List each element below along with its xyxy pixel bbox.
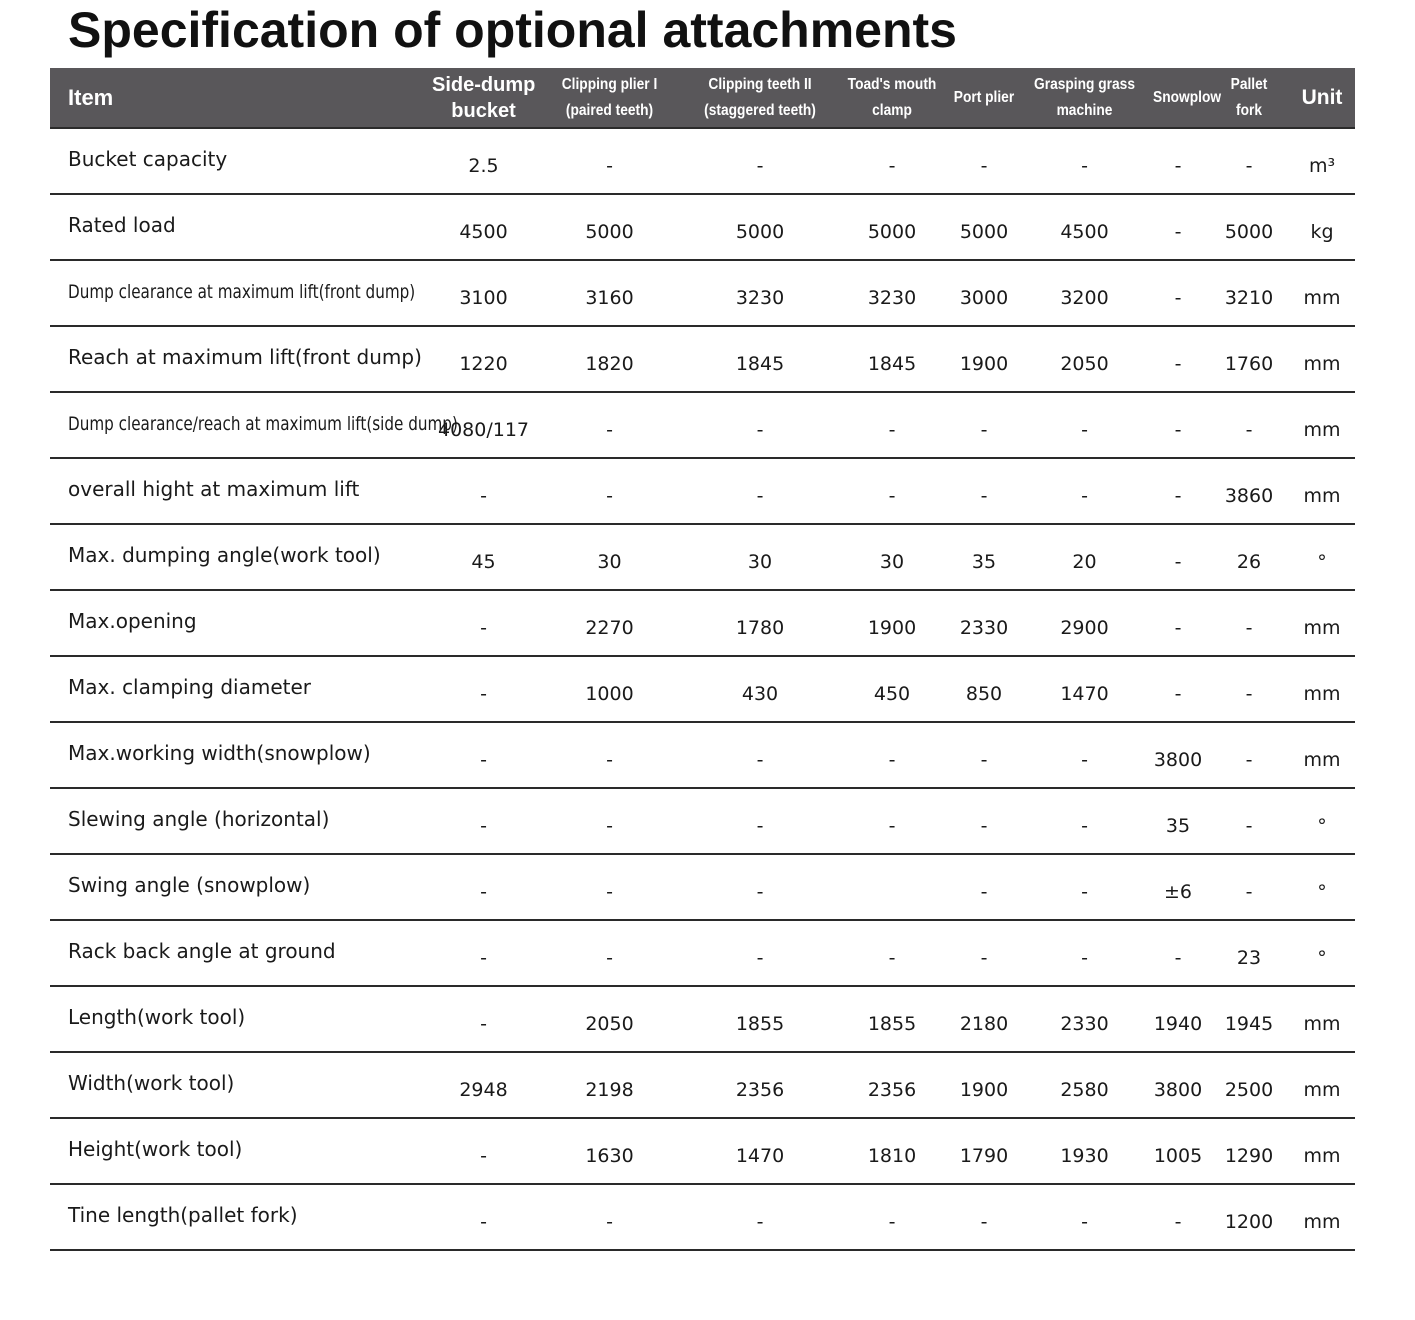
table-cell: 3230 <box>682 260 838 326</box>
table-cell: - <box>682 392 838 458</box>
table-cell: - <box>537 788 682 854</box>
row-label <box>50 326 430 392</box>
table-cell: - <box>1147 326 1209 392</box>
table-cell: 2580 <box>1022 1052 1147 1118</box>
table-cell: - <box>682 1184 838 1250</box>
table-cell: 30 <box>682 524 838 590</box>
row-label-text: Width(work tool) <box>68 1071 235 1095</box>
row-label-text: Max.working width(snowplow) <box>68 741 371 765</box>
table-cell: 850 <box>946 656 1022 722</box>
table-cell: - <box>946 392 1022 458</box>
table-cell: - <box>1022 128 1147 194</box>
row-label-text: Swing angle (snowplow) <box>68 873 311 897</box>
table-cell: 2948 <box>430 1052 537 1118</box>
table-cell: - <box>682 128 838 194</box>
header-pallet-fork <box>1209 68 1289 128</box>
table-cell: 5000 <box>1209 194 1289 260</box>
table-cell: 1000 <box>537 656 682 722</box>
row-label <box>50 656 430 722</box>
table-cell: 30 <box>537 524 682 590</box>
table-cell: - <box>946 128 1022 194</box>
table-cell: 30 <box>838 524 946 590</box>
table-cell: - <box>946 920 1022 986</box>
table-row <box>50 392 1355 458</box>
table-cell: 1820 <box>537 326 682 392</box>
table-cell: ±6 <box>1147 854 1209 920</box>
table-cell: - <box>1147 194 1209 260</box>
table-cell: 5000 <box>682 194 838 260</box>
row-label-text: Max. clamping diameter <box>68 675 311 699</box>
table-cell: 4500 <box>430 194 537 260</box>
table-cell: 450 <box>838 656 946 722</box>
table-cell: - <box>1209 788 1289 854</box>
row-label <box>50 722 430 788</box>
table-cell: - <box>1022 722 1147 788</box>
row-label-text: Tine length(pallet fork) <box>68 1203 298 1227</box>
table-cell: - <box>1209 392 1289 458</box>
table-cell: - <box>430 458 537 524</box>
table-cell: - <box>430 722 537 788</box>
table-cell: - <box>838 920 946 986</box>
table-cell: - <box>838 392 946 458</box>
unit-cell: mm <box>1289 1184 1355 1250</box>
table-cell: 1845 <box>838 326 946 392</box>
table-cell: - <box>682 920 838 986</box>
table-cell: - <box>1022 854 1147 920</box>
header-text: Snowplow <box>1153 88 1222 106</box>
table-cell: - <box>1209 854 1289 920</box>
table-cell: 3800 <box>1147 722 1209 788</box>
unit-cell: m³ <box>1289 128 1355 194</box>
unit-cell: ° <box>1289 788 1355 854</box>
table-cell: 2330 <box>946 590 1022 656</box>
table-row <box>50 854 1355 920</box>
table-cell: - <box>838 458 946 524</box>
row-label <box>50 1118 430 1184</box>
table-cell: 1470 <box>682 1118 838 1184</box>
header-text: (staggered teeth) <box>704 101 816 119</box>
table-cell: 1900 <box>946 326 1022 392</box>
table-cell: 1760 <box>1209 326 1289 392</box>
table-cell: - <box>946 458 1022 524</box>
row-label-text: Max. dumping angle(work tool) <box>68 543 381 567</box>
table-cell: 2356 <box>838 1052 946 1118</box>
table-cell: 35 <box>946 524 1022 590</box>
table-cell: 430 <box>682 656 838 722</box>
table-cell: 3230 <box>838 260 946 326</box>
header-text: Pallet <box>1230 75 1268 93</box>
unit-cell: mm <box>1289 260 1355 326</box>
table-cell: - <box>1209 656 1289 722</box>
row-label-text: Slewing angle (horizontal) <box>68 807 330 831</box>
header-text: Unit <box>1301 85 1343 109</box>
table-cell: - <box>1022 392 1147 458</box>
table-cell: - <box>838 128 946 194</box>
table-cell: 1945 <box>1209 986 1289 1052</box>
row-label <box>50 1184 430 1250</box>
header-unit <box>1289 68 1355 128</box>
table-row <box>50 788 1355 854</box>
row-label-text: Length(work tool) <box>68 1005 246 1029</box>
table-row <box>50 722 1355 788</box>
table-cell: - <box>1022 920 1147 986</box>
table-cell: 23 <box>1209 920 1289 986</box>
table-cell: - <box>430 656 537 722</box>
table-cell: 2330 <box>1022 986 1147 1052</box>
table-row <box>50 590 1355 656</box>
row-label-text: Dump clearance at maximum lift(front dump) <box>68 281 416 303</box>
table-cell: 1630 <box>537 1118 682 1184</box>
row-label <box>50 260 430 326</box>
table-cell: 4080/117 <box>430 392 537 458</box>
table-cell: - <box>1147 128 1209 194</box>
unit-cell: ° <box>1289 920 1355 986</box>
row-label <box>50 1052 430 1118</box>
table-cell: 1780 <box>682 590 838 656</box>
table-cell: 20 <box>1022 524 1147 590</box>
table-row <box>50 194 1355 260</box>
table-cell: 5000 <box>838 194 946 260</box>
header-text: Item <box>68 84 114 110</box>
table-cell: - <box>682 788 838 854</box>
table-cell: - <box>537 128 682 194</box>
table-cell: 2050 <box>1022 326 1147 392</box>
table-cell: 1855 <box>682 986 838 1052</box>
table-cell: - <box>430 590 537 656</box>
unit-cell: ° <box>1289 524 1355 590</box>
header-text: Side-dump <box>432 73 536 96</box>
table-cell: - <box>430 788 537 854</box>
header-text: bucket <box>451 99 516 122</box>
table-cell: - <box>1147 524 1209 590</box>
table-cell: 2198 <box>537 1052 682 1118</box>
table-cell: - <box>682 854 838 920</box>
table-cell: - <box>1022 458 1147 524</box>
table-cell: 1810 <box>838 1118 946 1184</box>
table-cell: 1845 <box>682 326 838 392</box>
table-cell: - <box>946 788 1022 854</box>
header-row <box>50 68 1355 128</box>
table-cell: 1940 <box>1147 986 1209 1052</box>
unit-cell: mm <box>1289 326 1355 392</box>
table-cell: - <box>1147 260 1209 326</box>
header-grasping-grass-machine <box>1022 68 1147 128</box>
header-clipping-plier-1 <box>537 68 682 128</box>
table-cell: 1220 <box>430 326 537 392</box>
table-cell: - <box>430 986 537 1052</box>
table-cell: 2050 <box>537 986 682 1052</box>
table-cell: - <box>430 920 537 986</box>
row-label <box>50 194 430 260</box>
header-text: Port plier <box>953 88 1015 106</box>
row-label-text: Rack back angle at ground <box>68 939 336 963</box>
table-cell: - <box>1147 1184 1209 1250</box>
table-row <box>50 458 1355 524</box>
row-label-text: Dump clearance/reach at maximum lift(side dump) <box>68 413 458 435</box>
table-row <box>50 986 1355 1052</box>
header-port-plier <box>946 68 1022 128</box>
table-cell: 2500 <box>1209 1052 1289 1118</box>
table-cell: - <box>838 1184 946 1250</box>
header-text: machine <box>1056 101 1113 119</box>
header-item <box>50 68 430 128</box>
row-label-text: overall hight at maximum lift <box>68 477 360 501</box>
table-cell: 45 <box>430 524 537 590</box>
table-cell: - <box>1209 128 1289 194</box>
row-label <box>50 920 430 986</box>
row-label <box>50 128 430 194</box>
unit-cell: mm <box>1289 458 1355 524</box>
table-cell: 3210 <box>1209 260 1289 326</box>
table-cell: 3800 <box>1147 1052 1209 1118</box>
header-text: fork <box>1235 101 1262 119</box>
row-label-text: Bucket capacity <box>68 147 228 171</box>
table-row <box>50 1118 1355 1184</box>
row-label-text: Max.opening <box>68 609 197 633</box>
table-row <box>50 1184 1355 1250</box>
table-cell: 2356 <box>682 1052 838 1118</box>
table-cell: - <box>1209 590 1289 656</box>
table-cell: 3100 <box>430 260 537 326</box>
unit-cell: mm <box>1289 1052 1355 1118</box>
table-row <box>50 656 1355 722</box>
header-text: clamp <box>872 101 912 119</box>
table-cell: 2180 <box>946 986 1022 1052</box>
header-toads-mouth-clamp <box>838 68 946 128</box>
table-row <box>50 128 1355 194</box>
table-row <box>50 1052 1355 1118</box>
table-cell: 35 <box>1147 788 1209 854</box>
table-cell: 2.5 <box>430 128 537 194</box>
table-cell: - <box>1147 458 1209 524</box>
header-text: Clipping plier I <box>561 75 658 93</box>
row-label <box>50 524 430 590</box>
row-label <box>50 854 430 920</box>
unit-cell: mm <box>1289 392 1355 458</box>
table-cell: 1005 <box>1147 1118 1209 1184</box>
table-cell: 3160 <box>537 260 682 326</box>
table-row <box>50 326 1355 392</box>
table-row <box>50 524 1355 590</box>
header-text: Grasping grass <box>1034 75 1135 93</box>
unit-cell: mm <box>1289 1118 1355 1184</box>
unit-cell: kg <box>1289 194 1355 260</box>
table-cell: 4500 <box>1022 194 1147 260</box>
table-cell: 26 <box>1209 524 1289 590</box>
table-cell: - <box>1147 920 1209 986</box>
table-cell: - <box>537 1184 682 1250</box>
table-cell: 3000 <box>946 260 1022 326</box>
table-cell: - <box>430 1184 537 1250</box>
table-cell: 1290 <box>1209 1118 1289 1184</box>
table-cell: 5000 <box>537 194 682 260</box>
row-label <box>50 788 430 854</box>
table-cell: - <box>946 1184 1022 1250</box>
unit-cell: mm <box>1289 590 1355 656</box>
header-clipping-teeth-2 <box>682 68 838 128</box>
table-body <box>50 128 1355 1250</box>
table-cell: - <box>1209 722 1289 788</box>
table-cell: 2270 <box>537 590 682 656</box>
table-cell: - <box>1022 788 1147 854</box>
header-side-dump-bucket <box>430 68 537 128</box>
row-label <box>50 392 458 458</box>
row-label <box>50 986 430 1052</box>
table-header <box>50 68 1355 128</box>
table-cell: 1855 <box>838 986 946 1052</box>
unit-cell: ° <box>1289 854 1355 920</box>
table-cell: - <box>537 722 682 788</box>
table-cell: - <box>537 392 682 458</box>
table-cell: - <box>1022 1184 1147 1250</box>
table-cell: - <box>682 458 838 524</box>
table-cell: 1470 <box>1022 656 1147 722</box>
table-cell: - <box>430 854 537 920</box>
table-cell: 1900 <box>946 1052 1022 1118</box>
table-cell: 1790 <box>946 1118 1022 1184</box>
table-cell: 1200 <box>1209 1184 1289 1250</box>
table-cell: - <box>537 854 682 920</box>
table-cell: - <box>1147 590 1209 656</box>
table-row <box>50 260 1355 326</box>
table-cell: - <box>1147 392 1209 458</box>
table-cell: 1900 <box>838 590 946 656</box>
row-label-text: Rated load <box>68 213 176 237</box>
unit-cell: mm <box>1289 986 1355 1052</box>
table-cell: - <box>537 458 682 524</box>
table-cell: - <box>946 854 1022 920</box>
table-cell: 3860 <box>1209 458 1289 524</box>
unit-cell: mm <box>1289 656 1355 722</box>
unit-cell: mm <box>1289 722 1355 788</box>
table-cell: 2900 <box>1022 590 1147 656</box>
row-label <box>50 458 430 524</box>
header-text: (paired teeth) <box>565 101 654 119</box>
table-cell: - <box>946 722 1022 788</box>
table-cell: - <box>1147 656 1209 722</box>
table-cell: - <box>838 722 946 788</box>
header-text: Clipping teeth II <box>708 75 812 93</box>
table-cell: 3200 <box>1022 260 1147 326</box>
header-snowplow <box>1147 68 1222 128</box>
table-cell: 5000 <box>946 194 1022 260</box>
table-cell: - <box>430 1118 537 1184</box>
row-label-text: Height(work tool) <box>68 1137 243 1161</box>
table-row <box>50 920 1355 986</box>
table-cell <box>838 854 946 920</box>
table-cell: - <box>838 788 946 854</box>
row-label-text: Reach at maximum lift(front dump) <box>68 345 422 369</box>
row-label <box>50 590 430 656</box>
spec-table <box>50 68 1355 1251</box>
table-cell: - <box>537 920 682 986</box>
table-cell: 1930 <box>1022 1118 1147 1184</box>
page-title: Specification of optional attachments <box>68 2 957 58</box>
table-cell: - <box>682 722 838 788</box>
header-text: Toad's mouth <box>847 75 937 93</box>
